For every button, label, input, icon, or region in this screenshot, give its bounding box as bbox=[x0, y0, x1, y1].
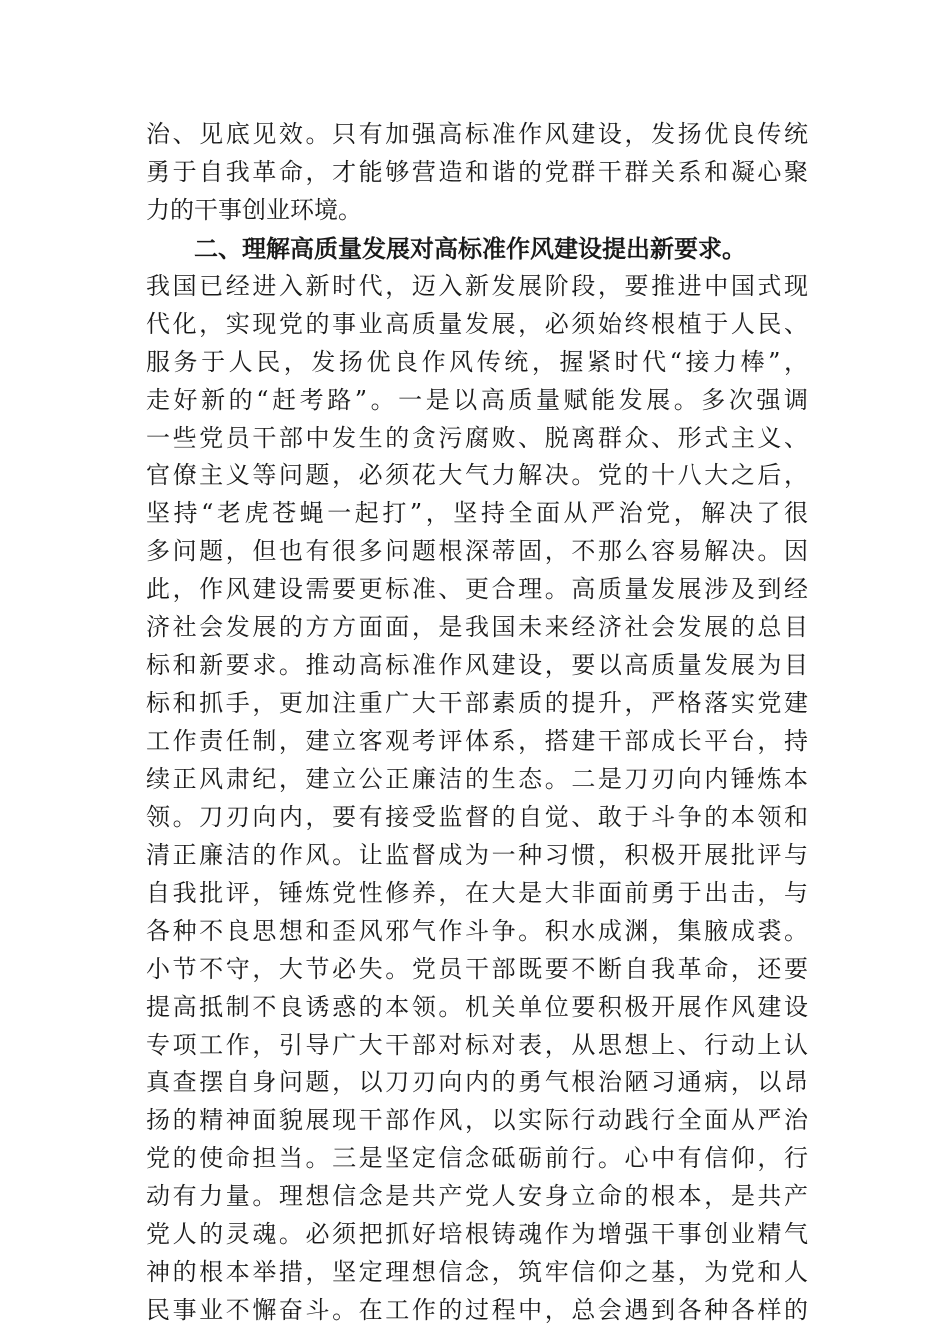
text-line: 我国已经进入新时代，迈入新发展阶段，要推进中国式现 bbox=[146, 271, 808, 300]
text-line: 民事业不懈奋斗。在工作的过程中，总会遇到各种各样的 bbox=[146, 1296, 808, 1325]
text-line: 力的干事创业环境。 bbox=[146, 195, 362, 224]
text-line: 扬的精神面貌展现干部作风，以实际行动践行全面从严治 bbox=[146, 1106, 808, 1135]
text-line: 走好新的“赶考路”。一是以高质量赋能发展。多次强调 bbox=[146, 385, 808, 414]
text-line: 官僚主义等问题，必须花大气力解决。党的十八大之后， bbox=[146, 461, 808, 490]
text-line: 各种不良思想和歪风邪气作斗争。积水成渊，集腋成裘。 bbox=[146, 916, 808, 945]
section-heading: 二、理解高质量发展对高标准作风建设提出新要求。 bbox=[194, 233, 746, 263]
text-line: 标和新要求。推动高标准作风建设，要以高质量发展为目 bbox=[146, 651, 808, 680]
text-line: 提高抵制不良诱惑的本领。机关单位要积极开展作风建设 bbox=[146, 992, 808, 1021]
text-line: 服务于人民，发扬优良作风传统，握紧时代“接力棒”， bbox=[146, 347, 808, 376]
text-line: 治、见底见效。只有加强高标准作风建设，发扬优良传统 bbox=[146, 120, 808, 148]
text-line: 神的根本举措，坚定理想信念，筑牢信仰之基，为党和人 bbox=[146, 1258, 808, 1287]
text-line: 动有力量。理想信念是共产党人安身立命的根本，是共产 bbox=[146, 1182, 808, 1211]
paragraph-body bbox=[146, 268, 808, 1330]
text-line: 专项工作，引导广大干部对标对表，从思想上、行动上认 bbox=[146, 1030, 808, 1059]
text-line: 工作责任制，建立客观考评体系，搭建干部成长平台，持 bbox=[146, 727, 808, 755]
text-line: 一些党员干部中发生的贪污腐败、脱离群众、形式主义、 bbox=[146, 423, 808, 452]
document-body bbox=[146, 116, 808, 1330]
paragraph-continued bbox=[146, 116, 808, 230]
text-line: 自我批评，锤炼党性修养，在大是大非面前勇于出击，与 bbox=[146, 878, 808, 907]
text-line: 清正廉洁的作风。让监督成为一种习惯，积极开展批评与 bbox=[146, 840, 808, 869]
text-line: 此，作风建设需要更标准、更合理。高质量发展涉及到经 bbox=[146, 575, 808, 604]
text-line: 标和抓手，更加注重广大干部素质的提升，严格落实党建 bbox=[146, 689, 808, 718]
text-line: 领。刀刃向内，要有接受监督的自觉、敢于斗争的本领和 bbox=[146, 802, 808, 831]
text-line: 多问题，但也有很多问题根深蒂固，不那么容易解决。因 bbox=[146, 537, 808, 566]
text-line: 小节不守，大节必失。党员干部既要不断自我革命，还要 bbox=[146, 954, 808, 983]
text-line: 续正风肃纪，建立公正廉洁的生态。二是刀刃向内锤炼本 bbox=[146, 764, 808, 793]
text-line: 坚持“老虎苍蝇一起打”，坚持全面从严治党，解决了很 bbox=[146, 499, 808, 528]
text-line: 勇于自我革命，才能够营造和谐的党群干群关系和凝心聚 bbox=[146, 157, 808, 186]
text-line: 济社会发展的方方面面，是我国未来经济社会发展的总目 bbox=[146, 613, 808, 642]
text-line: 代化，实现党的事业高质量发展，必须始终根植于人民、 bbox=[146, 309, 808, 338]
text-line: 真查摆自身问题，以刀刃向内的勇气根治陋习通病，以昂 bbox=[146, 1068, 808, 1097]
text-line: 党的使命担当。三是坚定信念砥砺前行。心中有信仰，行 bbox=[146, 1144, 808, 1173]
text-line: 党人的灵魂。必须把抓好培根铸魂作为增强干事创业精气 bbox=[146, 1220, 808, 1249]
